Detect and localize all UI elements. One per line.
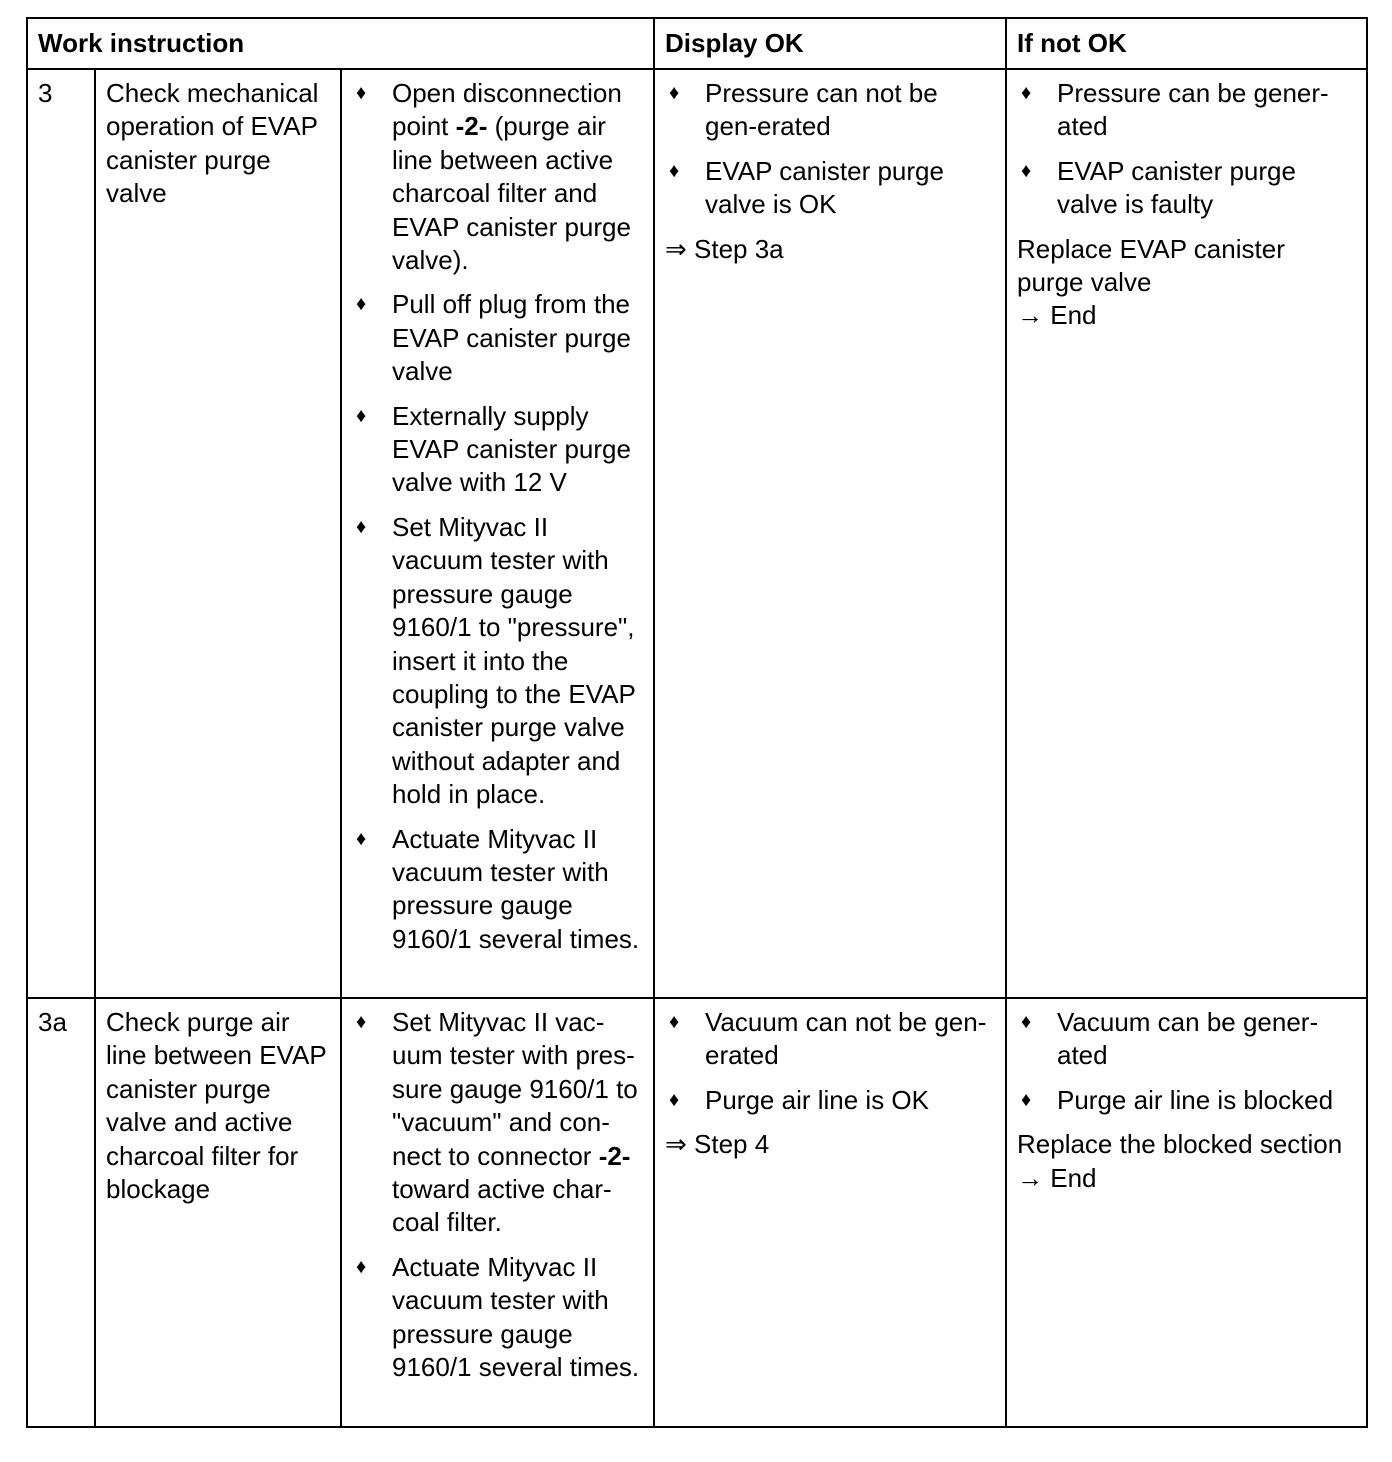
if-not-ok-cell [1006, 998, 1367, 1427]
diamond-bullet-icon: ♦ [356, 515, 367, 538]
list-item: ♦ Purge air line is blocked [1017, 1084, 1356, 1117]
diamond-bullet-icon: ♦ [669, 159, 680, 182]
list-item: ♦ Actuate Mityvac II vacuum tester with pressure gauge 9160/1 several times. [356, 1251, 640, 1383]
list-item: ♦ Set Mityvac II vac-uum tester with pres-sure gauge 9160/1 to "vacuum" and con-nect to connector -2- toward active char-coal filter. [356, 1007, 638, 1238]
diamond-bullet-icon: ♦ [356, 827, 367, 850]
list-item: ♦ Pull off plug from the EVAP canister purge valve [356, 289, 631, 387]
header-if-not-ok: If not OK [1006, 18, 1367, 69]
list-item: ♦ EVAP canister purge valve is OK [669, 155, 944, 220]
list-item: ♦ Externally supply EVAP canister purge valve with 12 V [356, 400, 631, 498]
list-item: ♦ Set Mityvac II vacuum tester with pressure gauge 9160/1 to "pressure", insert it into the coupling to the EVAP canister purge valve without adapter and hold in place. [356, 511, 636, 810]
diamond-bullet-icon: ♦ [1021, 159, 1032, 182]
table-row [27, 69, 1367, 998]
diamond-bullet-icon: ♦ [356, 293, 367, 316]
diamond-bullet-icon: ♦ [669, 82, 680, 104]
diamond-bullet-icon: ♦ [356, 1011, 367, 1033]
diamond-bullet-icon: ♦ [1021, 1011, 1032, 1033]
instruction-cell [341, 69, 654, 998]
header-row [27, 18, 1367, 69]
instruction-cell [341, 998, 654, 1427]
corrective-action: Replace the blocked section [1017, 1129, 1343, 1160]
header-display-ok: Display OK [654, 18, 1006, 69]
next-step: ⇒ Step 4 [665, 1129, 770, 1160]
diamond-bullet-icon: ♦ [669, 1088, 680, 1111]
list-item: ♦ Purge air line is OK [665, 1084, 995, 1117]
if-not-ok-cell [1006, 69, 1367, 998]
diamond-bullet-icon: ♦ [1021, 1088, 1032, 1111]
step-number: 3a [27, 998, 95, 1427]
display-ok-cell [654, 69, 1006, 998]
list-item: ♦ Actuate Mityvac II vacuum tester with pressure gauge 9160/1 several times. [356, 823, 640, 954]
diamond-bullet-icon: ♦ [1021, 82, 1032, 104]
list-item: ♦ Vacuum can be gener-ated [1021, 1007, 1319, 1071]
step-title: Check mechanical operation of EVAP canister purge valve [95, 69, 341, 998]
end-marker: → End [1017, 1162, 1097, 1193]
list-item: ♦ Open disconnection point -2- (purge air line between active charcoal filter and EVAP canister purge valve). [356, 78, 631, 276]
corrective-action: Replace EVAP canister purge valve [1017, 233, 1285, 298]
diamond-bullet-icon: ♦ [356, 82, 367, 104]
list-item: ♦ Pressure can be gener-ated [1021, 78, 1329, 142]
display-ok-cell [654, 998, 1006, 1427]
diamond-bullet-icon: ♦ [669, 1011, 680, 1033]
diamond-bullet-icon: ♦ [356, 1255, 367, 1278]
diamond-bullet-icon: ♦ [356, 404, 367, 427]
list-item: ♦ Vacuum can not be gen-erated [669, 1007, 987, 1071]
header-work-instruction: Work instruction [27, 18, 654, 69]
end-marker: → End [1017, 300, 1097, 331]
next-step: ⇒ Step 3a [665, 233, 784, 264]
list-item: ♦ EVAP canister purge valve is faulty [1021, 155, 1296, 220]
instruction-list [352, 77, 643, 956]
step-title: Check purge air line between EVAP canister purge valve and active charcoal filter for blockage [95, 998, 341, 1427]
work-instruction-table [26, 17, 1368, 1428]
step-number: 3 [27, 69, 95, 998]
table-row [27, 998, 1367, 1427]
list-item: ♦ Pressure can not be gen-erated [669, 78, 938, 142]
instruction-list [352, 1006, 643, 1384]
